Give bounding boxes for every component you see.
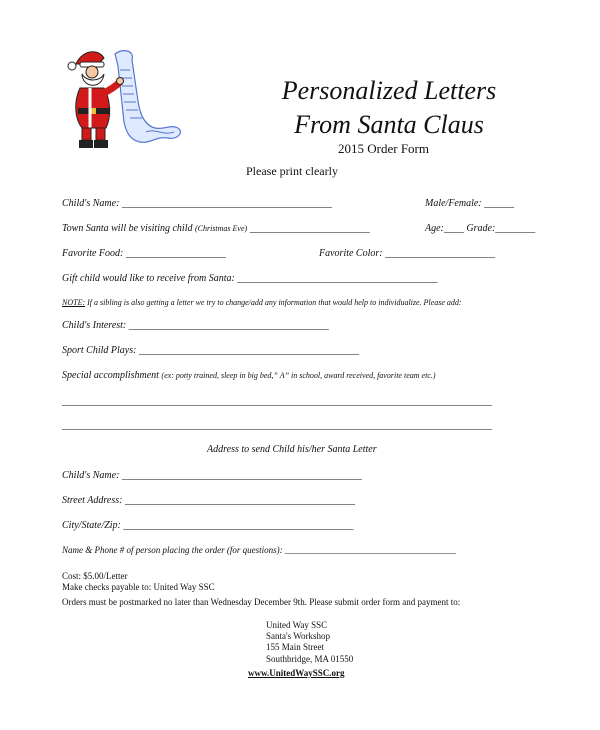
title-line-1: Personalized Letters — [281, 76, 497, 105]
gender-field[interactable]: ______ — [484, 198, 515, 209]
gift-row — [62, 273, 437, 284]
contact-field[interactable]: ______________________________________ — [284, 545, 456, 555]
address-child-name-field[interactable]: ________________________________________________ — [121, 470, 362, 481]
print-instruction: Please print clearly — [246, 164, 338, 178]
website-link[interactable]: www.UnitedWaySSC.org — [248, 668, 345, 678]
note-text: If a sibling is also getting a letter we try to change/add any information that would help to individualize. Please add: — [87, 298, 462, 307]
favorite-color-label: Favorite Color: — [319, 248, 383, 259]
deadline-text: Orders must be postmarked no later than Wednesday December 9th. Please submit order form and payment to: — [62, 597, 461, 607]
interest-field[interactable]: ________________________________________ — [128, 320, 329, 331]
sport-field[interactable]: ____________________________________________ — [138, 345, 359, 356]
age-field[interactable]: Age:____ — [425, 223, 464, 234]
sport-row — [62, 345, 359, 356]
child-name-label: Child's Name: — [62, 198, 120, 209]
street-label: Street Address: — [62, 495, 123, 506]
accomplishment-line-2[interactable]: ______________________________________________________________________________________ — [62, 420, 492, 431]
street-row — [62, 495, 355, 506]
mailing-line-4: Southbridge, MA 01550 — [266, 654, 354, 664]
favorite-food-row — [62, 248, 226, 259]
note-prefix: NOTE: — [62, 298, 86, 307]
child-name-row — [62, 198, 332, 209]
sibling-note — [62, 298, 462, 307]
grade-field[interactable]: Grade:________ — [466, 223, 536, 234]
age-grade-row — [425, 223, 535, 234]
accomplishment-line-1[interactable]: ______________________________________________________________________________________ — [62, 396, 492, 407]
interest-row — [62, 320, 329, 331]
accomplishment-label: Special accomplishment — [62, 370, 159, 381]
gift-label: Gift child would like to receive from Santa: — [62, 273, 235, 284]
gender-label: Male/Female: — [425, 198, 482, 209]
address-heading: Address to send Child his/her Santa Letter — [207, 444, 377, 455]
town-note: (Christmas Eve) — [194, 224, 248, 233]
contact-row — [62, 545, 456, 555]
gender-row — [425, 198, 514, 209]
city-state-zip-field[interactable]: ______________________________________________ — [123, 520, 354, 531]
city-state-zip-label: City/State/Zip: — [62, 520, 121, 531]
town-field[interactable]: ________________________ — [249, 223, 370, 234]
form-year-subtitle: 2015 Order Form — [338, 141, 429, 156]
contact-label: Name & Phone # of person placing the order (for questions): — [62, 545, 283, 555]
accomplishment-examples: (ex: potty trained, sleep in big bed,” A” in school, award received, favorite team etc.) — [161, 371, 436, 380]
mailing-line-3: 155 Main Street — [266, 642, 324, 652]
accomplishment-row — [62, 370, 436, 381]
payable-text: Make checks payable to: United Way SSC — [62, 582, 215, 592]
town-row — [62, 223, 370, 234]
child-name-field[interactable]: __________________________________________ — [121, 198, 332, 209]
street-field[interactable]: ______________________________________________ — [124, 495, 355, 506]
town-label: Town Santa will be visiting child — [62, 223, 193, 234]
mailing-line-2: Santa's Workshop — [266, 631, 330, 641]
address-child-name-label: Child's Name: — [62, 470, 120, 481]
favorite-color-field[interactable]: ______________________ — [385, 248, 496, 259]
favorite-color-row — [319, 248, 495, 259]
title-line-2: From Santa Claus — [294, 110, 484, 139]
sport-label: Sport Child Plays: — [62, 345, 137, 356]
gift-field[interactable]: ________________________________________ — [237, 273, 438, 284]
city-state-zip-row — [62, 520, 353, 531]
cost-text: Cost: $5.00/Letter — [62, 571, 128, 581]
mailing-line-1: United Way SSC — [266, 620, 328, 630]
interest-label: Child's Interest: — [62, 320, 127, 331]
favorite-food-label: Favorite Food: — [62, 248, 124, 259]
favorite-food-field[interactable]: ____________________ — [125, 248, 226, 259]
address-child-name-row — [62, 470, 362, 481]
